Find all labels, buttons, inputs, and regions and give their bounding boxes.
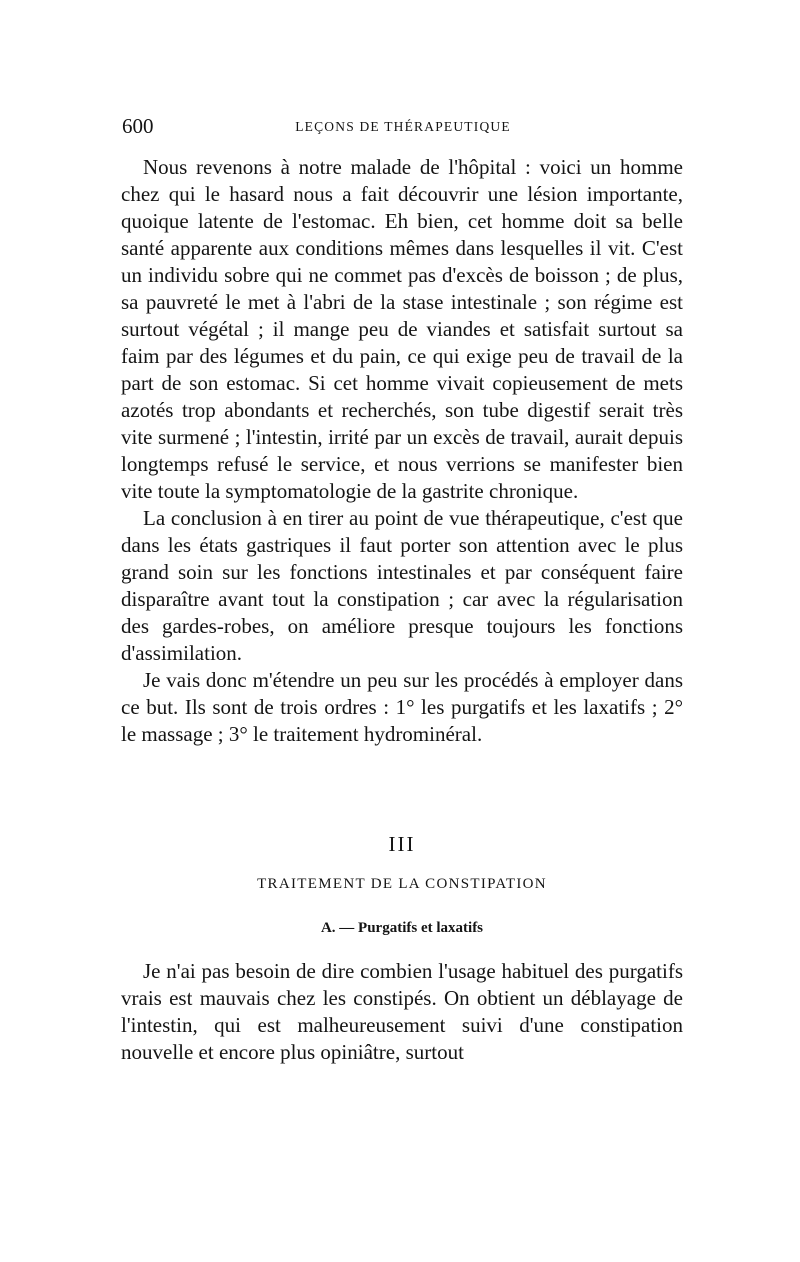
section-title: TRAITEMENT DE LA CONSTIPATION: [257, 876, 547, 892]
page-number: 600: [122, 114, 154, 138]
paragraph-3: Je vais donc m'étendre un peu sur les procédés à employer dans ce but. Ils sont de trois ordres : 1° les purgatifs et les laxatifs ; 2° le massage ; 3° le traitement hydrominéral.: [121, 668, 683, 746]
page-header: [122, 114, 684, 144]
paragraph-2: La conclusion à en tirer au point de vue thérapeutique, c'est que dans les états gastriques il faut porter son attention avec le plus grand soin sur les fonctions intestinales et par conséquent faire disparaître avant tout la constipation ; car avec la régularisation des gardes-robes, on améliore presque toujours les fonctions d'assimilation.: [121, 506, 683, 665]
paragraph-1: Nous revenons à notre malade de l'hôpital : voici un homme chez qui le hasard nous a fait découvrir une lésion importante, quoique latente de l'estomac. Eh bien, cet homme doit sa belle santé apparente aux conditions mêmes dans lesquelles il vit. C'est un individu sobre qui ne commet pas d'excès de boisson ; de plus, sa pauvreté le met à l'abri de la stase intestinale ; son régime est surtout végétal ; il mange peu de viandes et satisfait surtout sa faim par des légumes et du pain, ce qui exige peu de travail de la part de son estomac. Si cet homme vivait copieusement de mets azotés trop abondants et recherchés, son tube digestif serait très vite surmené ; l'intestin, irrité par un excès de travail, aurait depuis longtemps refusé le service, et nous verrions se manifester bien vite toute la symptomatologie de la gastrite chronique.: [121, 155, 683, 503]
paragraph-4: Je n'ai pas besoin de dire combien l'usage habituel des purgatifs vrais est mauvais chez les constipés. On obtient un déblayage de l'intestin, qui est malheureusement suivi d'une constipation nouvelle et encore plus opiniâtre, surtout: [121, 959, 683, 1064]
body-text-block: [121, 154, 683, 748]
running-title: LEÇONS DE THÉRAPEUTIQUE: [295, 119, 511, 134]
subsection-title: A. — Purgatifs et laxatifs: [320, 920, 484, 936]
section-number: III: [388, 832, 416, 856]
body-text-block-2: [121, 958, 683, 1066]
